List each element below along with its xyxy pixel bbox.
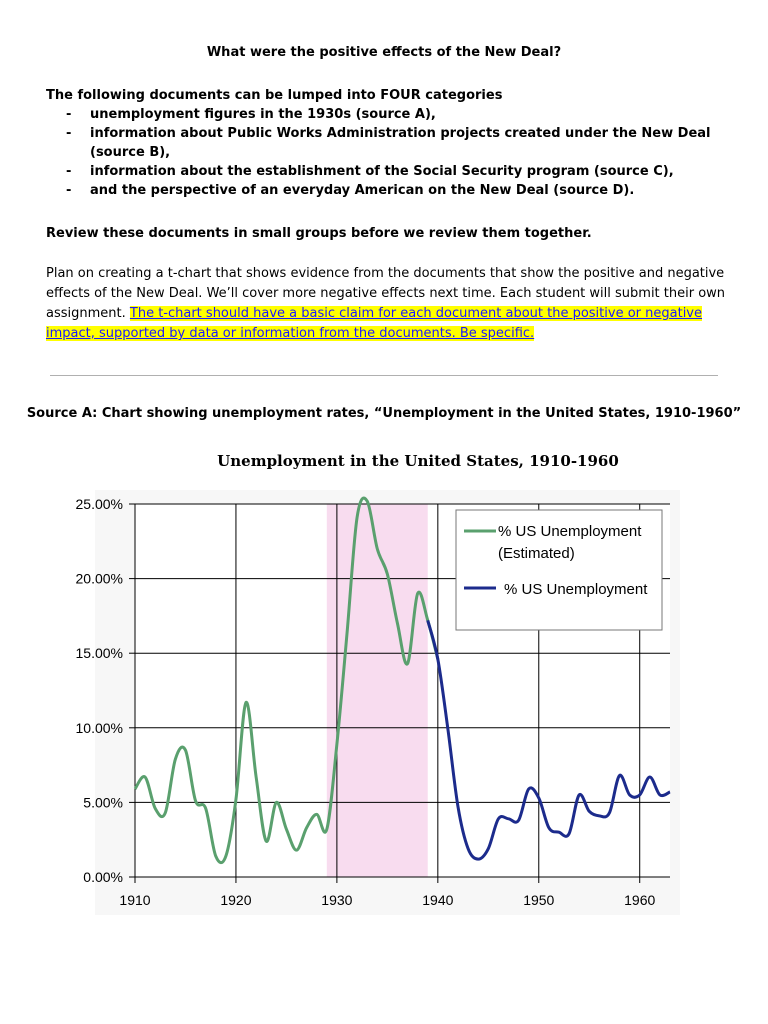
- chart-legend: [456, 510, 662, 630]
- y-tick-label: 5.00%: [83, 794, 123, 811]
- bullet-dash: -: [66, 183, 72, 198]
- page-title: What were the positive effects of the New Deal?: [206, 45, 562, 60]
- list-item: [46, 181, 726, 200]
- y-tick-label: 20.00%: [75, 570, 123, 587]
- section-divider: [50, 375, 718, 376]
- y-tick-label: 10.00%: [75, 719, 123, 736]
- review-instruction: Review these documents in small groups before we review them together.: [46, 226, 592, 241]
- source-a-label: Source A: Chart showing unemployment rates, “Unemployment in the United States, 1910-1960”: [26, 406, 742, 421]
- x-tick-label: 1920: [220, 892, 252, 908]
- list-item: [46, 162, 726, 181]
- y-tick-label: 0.00%: [83, 869, 123, 885]
- x-tick-label: 1910: [119, 892, 151, 908]
- x-tick-label: 1930: [321, 892, 353, 908]
- bullet-dash: -: [66, 107, 72, 122]
- x-tick-label: 1960: [624, 892, 656, 908]
- unemployment-chart: [40, 440, 700, 920]
- list-item: [46, 105, 726, 124]
- intro-heading: The following documents can be lumped into FOUR categories: [46, 88, 503, 103]
- plan-paragraph: [46, 264, 726, 344]
- y-tick-label: 15.00%: [75, 645, 123, 662]
- category-text: and the perspective of an everyday American on the New Deal (source D).: [90, 183, 635, 198]
- intro-section: [46, 86, 726, 200]
- legend-label-estimated-line2: (Estimated): [498, 545, 575, 562]
- category-text: unemployment figures in the 1930s (source A),: [90, 107, 436, 122]
- bullet-dash: -: [66, 126, 72, 141]
- x-tick-label: 1950: [523, 892, 555, 908]
- list-item: [46, 124, 726, 162]
- category-text: information about Public Works Administration projects created under the New Deal (source B),: [90, 126, 711, 160]
- legend-label-estimated: % US Unemployment: [498, 523, 642, 540]
- category-list: [46, 105, 726, 200]
- y-tick-label: 25.00%: [75, 496, 123, 512]
- bullet-dash: -: [66, 164, 72, 179]
- legend-label-actual: % US Unemployment: [504, 581, 648, 598]
- category-text: information about the establishment of the Social Security program (source C),: [90, 164, 674, 179]
- plan-highlight: The t-chart should have a basic claim for each document about the positive or negative impact, supported by data or information from the documents. Be specific.: [46, 306, 702, 341]
- plan-text: Plan on creating a t-chart that shows evidence from the documents that show the positive and negative effects of the New Deal. We’ll cover more negative effects next time. Each student will submit their own assignment.: [46, 266, 726, 321]
- chart-title: Unemployment in the United States, 1910-1960: [217, 452, 619, 470]
- chart-svg: [40, 440, 700, 920]
- x-tick-label: 1940: [422, 892, 454, 908]
